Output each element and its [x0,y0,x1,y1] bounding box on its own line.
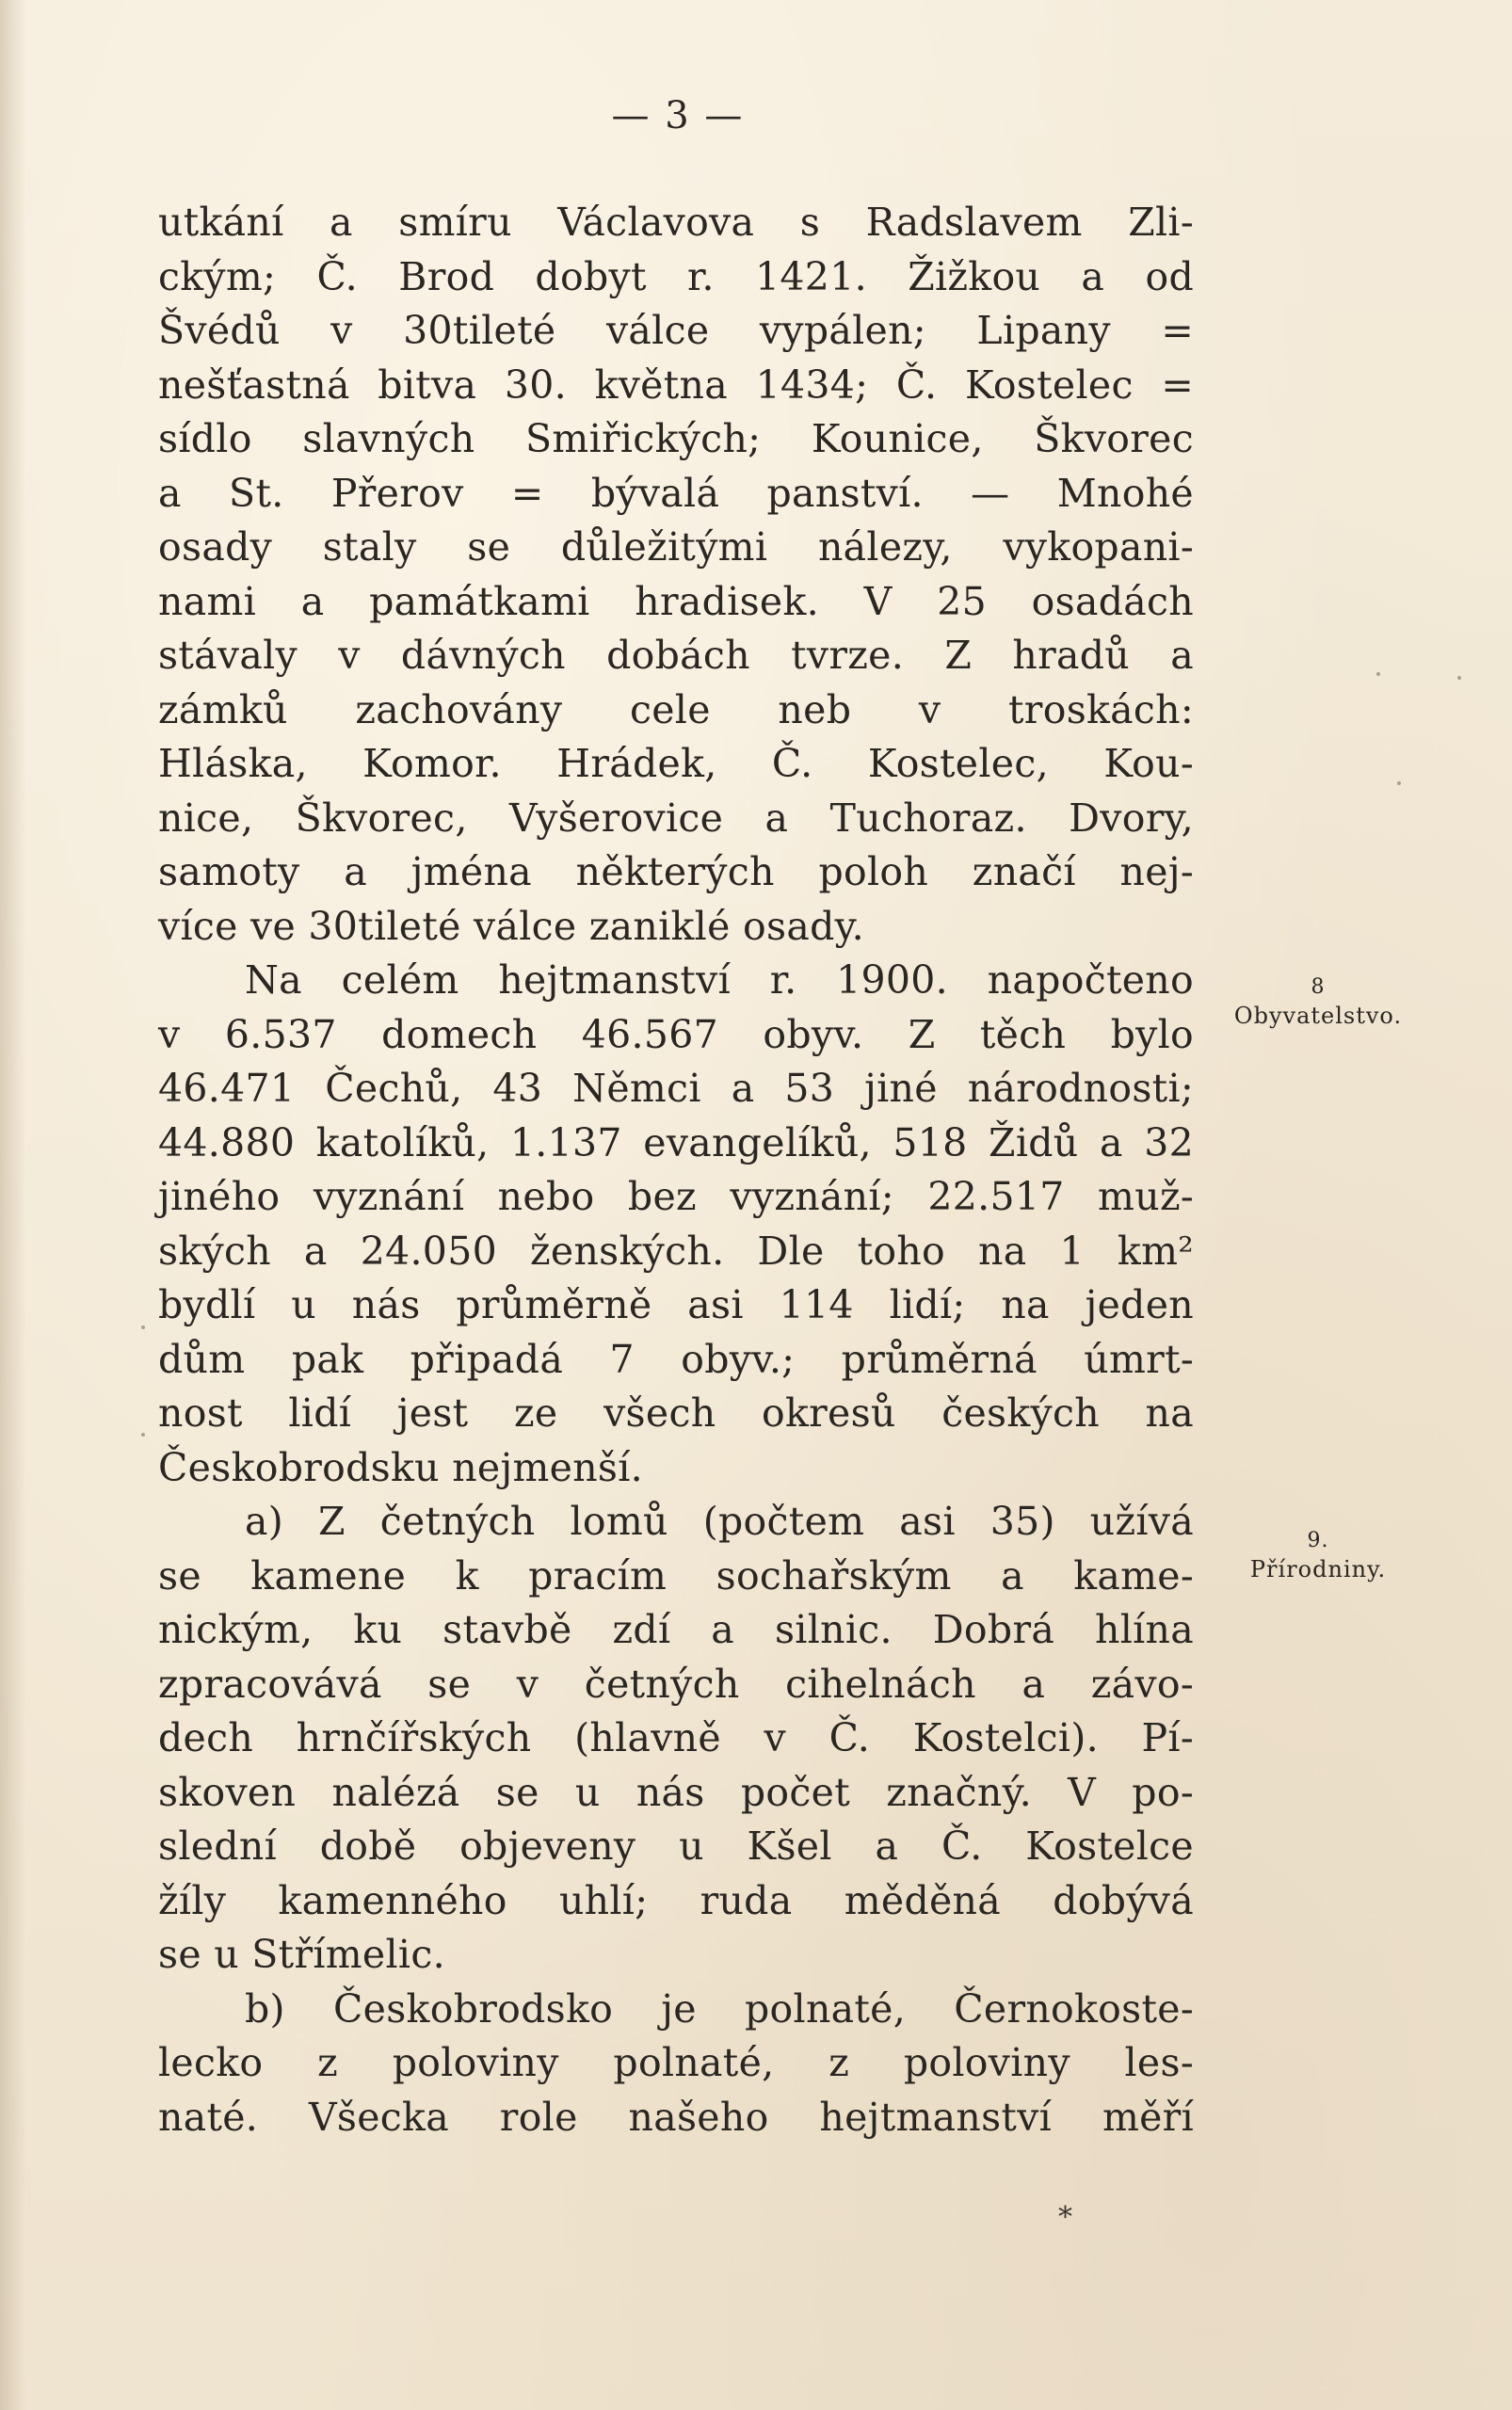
text-line: dům pak připadá 7 obyv.; průměrná úmrt- [158,1336,1194,1382]
margin-note-number: 9. [1307,1529,1329,1552]
text-line: se kamene k pracím sochařským a kame- [158,1552,1194,1599]
paper-speck [1397,781,1401,785]
text-line: jiného vyznání nebo bez vyznání; 22.517 muž- [158,1174,1194,1219]
margin-note-label: Obyvatelstvo. [1233,1003,1403,1029]
body-text [158,196,1194,2145]
text-line: stávaly v dávných dobách tvrze. Z hradů a [158,633,1194,678]
page-edge-shadow [0,0,26,2410]
text-line: nešťastná bitva 30. května 1434; Č. Kostelec = [158,362,1194,408]
page-number: — 3 — [611,94,745,137]
text-line: nice, Škvorec, Vyšerovice a Tuchoraz. Dvory, [158,795,1194,841]
text-line: osady staly se důležitými nálezy, vykopani- [158,524,1194,570]
paragraph-start-line: a) Z četných lomů (počtem asi 35) užívá [245,1499,1194,1544]
signature-mark: * [1058,2201,1072,2234]
paragraph-start-line: b) Českobrodsko je polnaté, Černokoste- [245,1985,1194,2032]
text-line: nickým, ku stavbě zdí a silnic. Dobrá hlína [158,1607,1194,1652]
text-line: sídlo slavných Smiřických; Kounice, Škvorec [158,416,1194,461]
text-line: samoty a jména některých poloh značí nej- [158,849,1194,894]
paper-speck [141,1433,145,1437]
text-line: Švédů v 30tileté válce vypálen; Lipany = [158,308,1194,353]
text-line: Hláska, Komor. Hrádek, Č. Kostelec, Kou- [158,741,1194,786]
text-line: zámků zachovány cele neb v troskách: [158,686,1194,732]
paper-speck [1457,676,1461,680]
margin-note-natural-resources [1205,1527,1431,1583]
text-line: zpracovává se v četných cihelnách a závo- [158,1661,1194,1707]
text-line: 44.880 katolíků, 1.137 evangelíků, 518 Židů a 32 [158,1119,1194,1165]
paragraph-start-line: Na celém hejtmanství r. 1900. napočteno [245,957,1194,1003]
text-line: 46.471 Čechů, 43 Němci a 53 jiné národnosti; [158,1066,1194,1111]
margin-note-label: Přírodniny. [1249,1556,1387,1583]
text-line: žíly kamenného uhlí; ruda měděná dobývá [158,1877,1194,1923]
text-line: a St. Přerov = bývalá panství. — Mnohé [158,470,1194,516]
text-line: lecko z poloviny polnaté, z poloviny les- [158,2040,1194,2085]
margin-note-population [1205,973,1431,1030]
text-line: slední době objeveny u Kšel a Č. Kostelce [158,1824,1194,1869]
text-line: nost lidí jest ze všech okresů českých na [158,1390,1194,1436]
text-line: se u Střímelic. [158,1932,445,1977]
text-line: skoven nalézá se u nás počet značný. V po- [158,1769,1194,1815]
text-line: bydlí u nás průměrně asi 114 lidí; na jeden [158,1282,1194,1327]
text-line: naté. Všecka role našeho hejtmanství měří [158,2094,1194,2140]
text-line: ckým; Č. Brod dobyt r. 1421. Žižkou a od [158,253,1194,299]
text-line: více ve 30tileté válce zaniklé osady. [158,903,864,949]
text-line: v 6.537 domech 46.567 obyv. Z těch bylo [158,1011,1194,1057]
paper-speck [1376,672,1380,676]
text-line: ských a 24.050 ženských. Dle toho na 1 km² [158,1228,1194,1274]
text-line: dech hrnčířských (hlavně v Č. Kostelci). Pí- [158,1715,1194,1760]
margin-note-number: 8 [1311,975,1326,999]
paper-speck [141,1326,145,1329]
text-line: Českobrodsku nejmenší. [158,1444,644,1490]
text-line: nami a památkami hradisek. V 25 osadách [158,578,1194,624]
text-line: utkání a smíru Václavova s Radslavem Zli- [158,200,1194,245]
